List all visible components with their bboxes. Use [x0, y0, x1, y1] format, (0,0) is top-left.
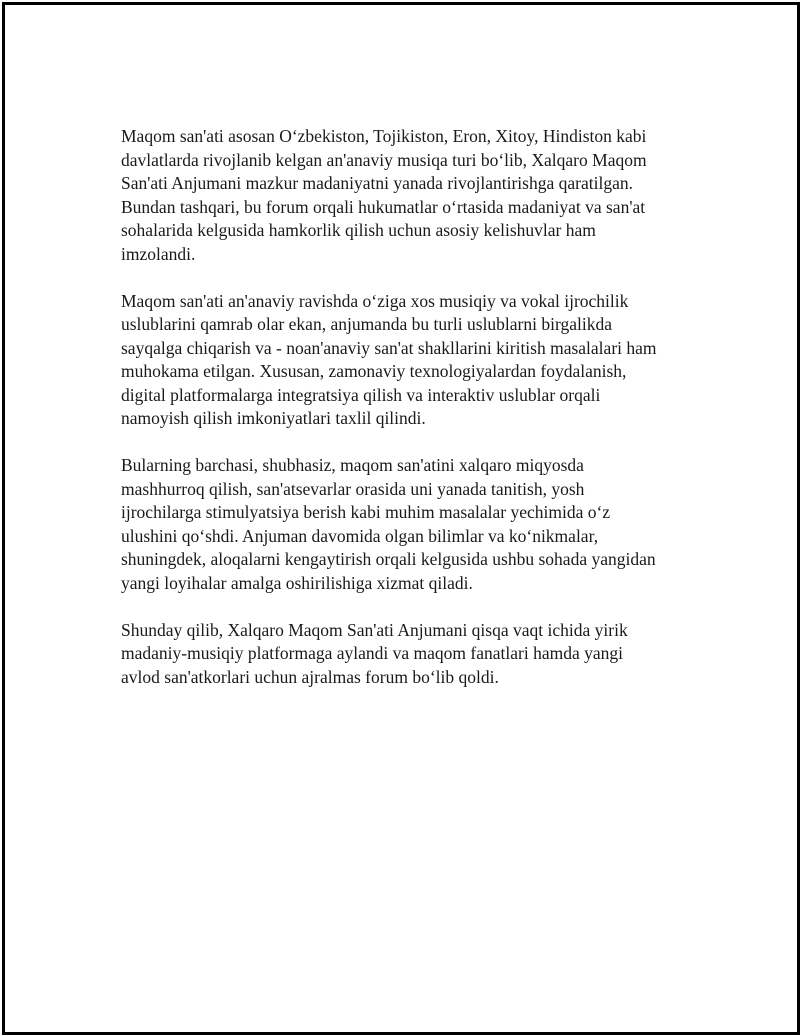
paragraph-2: Maqom san'ati an'anaviy ravishda oʻziga xos musiqiy va vokal ijrochilik uslublarini qamrab olar ekan, anjumanda bu turli uslublarni birgalikda sayqalga chiqarish va - noan'anaviy san'at shakllarini kiritish masalalari ham muhokama etilgan. Xususan, zamonaviy texnologiyalardan foydalanish, digital platformalarga integratsiya qilish va interaktiv uslublar orqali namoyish qilish imkoniyatlari taxlil qilindi. — [121, 290, 657, 428]
paragraph-4: Shunday qilib, Xalqaro Maqom San'ati Anjumani qisqa vaqt ichida yirik madaniy-musiqiy platformaga aylandi va maqom fanatlari hamda yangi avlod san'atkorlari uchun ajralmas forum boʻlib qoldi. — [121, 619, 628, 687]
paragraph-1: Maqom san'ati asosan Oʻzbekiston, Tojikiston, Eron, Xitoy, Hindiston kabi davlatlarda rivojlanib kelgan an'anaviy musiqa turi boʻlib, Xalqaro Maqom San'ati Anjumani mazkur madaniyatni yanada rivojlantirishga qaratilgan. Bundan tashqari, bu forum orqali hukumatlar oʻrtasida madaniyat va san'at sohalarida kelgusida hamkorlik qilish uchun asosiy kelishuvlar ham imzolandi. — [121, 126, 647, 264]
document-body — [121, 125, 696, 713]
paragraph-3: Bularning barchasi, shubhasiz, maqom san'atini xalqaro miqyosda mashhurroq qilish, san'atsevarlar orasida uni yanada tanitish, yosh ijrochilarga stimulyatsiya berish kabi muhim masalalar yechimida oʻz ulushini qoʻshdi. Anjuman davomida olgan bilimlar va koʻnikmalar, shuningdek, aloqalarni kengaytirish orqali kelgusida ushbu sohada yangidan yangi loyihalar amalga oshirilishiga xizmat qiladi. — [121, 455, 656, 593]
page-frame — [2, 2, 800, 1035]
